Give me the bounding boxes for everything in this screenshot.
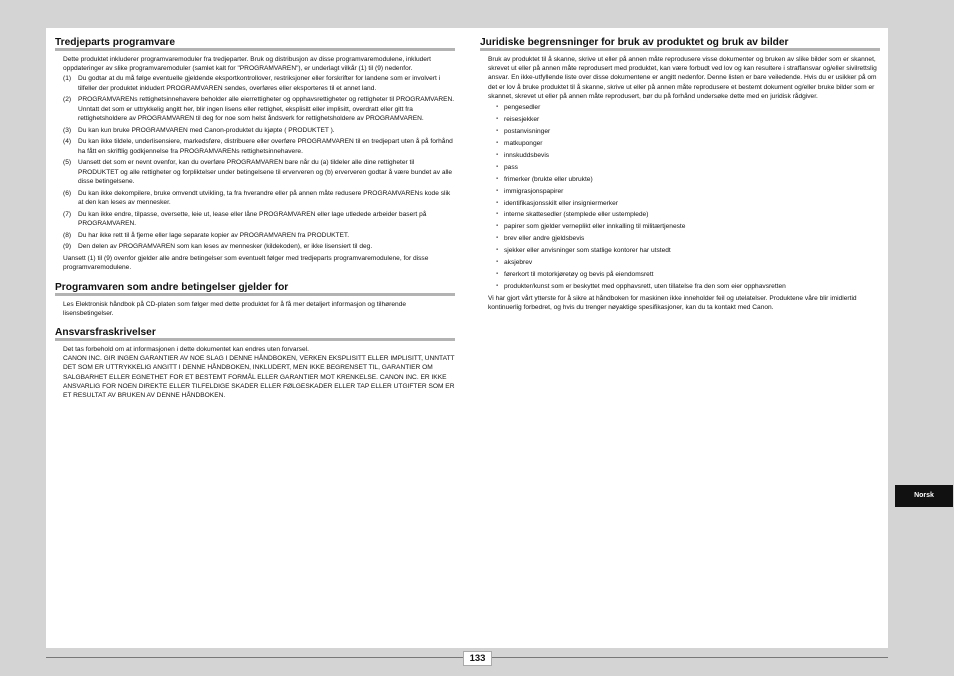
list-item bbox=[63, 242, 455, 251]
list-item bbox=[496, 246, 880, 255]
list-item bbox=[63, 95, 455, 123]
bullet-text: sjekker eller anvisninger som statlige kontorer har utstedt bbox=[504, 247, 671, 255]
section-heading-third-party-software: Tredjeparts programvare bbox=[55, 37, 455, 52]
list-item bbox=[63, 231, 455, 240]
list-item bbox=[496, 115, 880, 124]
item-number: (8) bbox=[63, 231, 72, 239]
third-party-outro: Uansett (1) til (9) ovenfor gjelder alle andre betingelser som eventuelt følger med tredjeparts programvaremodulene, for disse programvaremodulene. bbox=[63, 255, 429, 272]
list-item bbox=[63, 137, 455, 155]
bullet-text: identifikasjonsskilt eller insigniermerker bbox=[504, 199, 618, 207]
item-number: (6) bbox=[63, 189, 72, 197]
item-text: Du kan kun bruke PROGRAMVAREN med Canon-produktet du kjøpte ( PRODUKTET ). bbox=[78, 126, 335, 134]
item-text: Du kan ikke tildele, underlisensiere, markedsføre, distribuere eller overføre PROGRAMVAREN til en tredjepart uten å på forhånd ha fått en skriftlig godkjennelse fra PROGRAMVARENs rettighetsinnehavere. bbox=[78, 138, 453, 155]
item-number: (2) bbox=[63, 96, 72, 104]
bullet-icon: ▪ bbox=[496, 187, 499, 194]
list-item bbox=[63, 74, 455, 92]
item-text: PROGRAMVARENs rettighetsinnehavere beholder alle eierrettigheter og opphavsrettigheter og rettigheter til PROGRAMVAREN. Unntatt det som er uttrykkelig angitt her, blir ingen lisens eller rettighet, eksplisitt eller implisitt, overdratt eller gitt fra rettighetsholdere av PROGRAMVAREN til deg for noe som helst åndsverk for rettighetsholdere av PROGRAMVAREN. bbox=[78, 96, 455, 122]
bullet-icon: ▪ bbox=[496, 283, 499, 290]
bullet-icon: ▪ bbox=[496, 235, 499, 242]
bullet-text: innskuddsbevis bbox=[504, 151, 550, 159]
list-item bbox=[63, 158, 455, 186]
list-item bbox=[496, 175, 880, 184]
item-text: Uansett det som er nevnt ovenfor, kan du overføre PROGRAMVAREN bare når du (a) tildeler alle dine rettigheter til PRODUKTET og alle rettigheter og forpliktelser under betingelsene til erververen og (b) erververen godtar å være bundet av alle disse betingelsene. bbox=[78, 159, 453, 185]
list-item bbox=[496, 103, 880, 112]
list-item bbox=[63, 189, 455, 207]
item-number: (4) bbox=[63, 138, 72, 146]
item-text: Du kan ikke endre, tilpasse, oversette, leie ut, lease eller låne PROGRAMVAREN eller lage utledede arbeider basert på PROGRAMVAREN. bbox=[78, 210, 427, 227]
bullet-icon: ▪ bbox=[496, 247, 499, 254]
disclaimer-intro: Det tas forbehold om at informasjonen i dette dokumentet kan endres uten forvarsel. bbox=[63, 346, 309, 354]
section-heading-legal-limitations: Juridiske begrensninger for bruk av produktet og bruk av bilder bbox=[480, 37, 880, 52]
bullet-icon: ▪ bbox=[496, 104, 499, 111]
bullet-icon: ▪ bbox=[496, 175, 499, 182]
bullet-text: immigrasjonspapirer bbox=[504, 187, 564, 195]
bullet-text: papirer som gjelder verneplikt eller innkalling til militærtjeneste bbox=[504, 223, 686, 231]
item-text: Du har ikke rett til å fjerne eller lage separate kopier av PROGRAMVAREN fra PRODUKTET. bbox=[78, 231, 350, 239]
bullet-icon: ▪ bbox=[496, 223, 499, 230]
list-item bbox=[496, 234, 880, 243]
document-page bbox=[46, 28, 888, 648]
left-column bbox=[55, 37, 455, 400]
bullet-text: interne skattesedler (stemplede eller ustemplede) bbox=[504, 211, 649, 219]
list-item bbox=[496, 199, 880, 208]
section-spacer bbox=[55, 318, 455, 327]
bullet-icon: ▪ bbox=[496, 211, 499, 218]
bullet-text: aksjebrev bbox=[504, 259, 533, 267]
item-text: Du kan ikke dekompilere, bruke omvendt utvikling, ta fra hverandre eller på annen måte redusere PROGRAMVARENs kode slik at den kan leses av mennesker. bbox=[78, 189, 451, 206]
item-number: (3) bbox=[63, 126, 72, 134]
list-item bbox=[496, 163, 880, 172]
bullet-icon: ▪ bbox=[496, 271, 499, 278]
disclaimer-body: CANON INC. GIR INGEN GARANTIER AV NOE SLAG I DENNE HÅNDBOKEN, VERKEN EKSPLISITT ELLER IMPLISITT, UNNTATT DET SOM ER UTTRYKKELIG ANGITT I DENNE HÅNDBOKEN, INKLUDERT, MEN IKKE BEGRENSET TIL, GARANTIER OM SALGBARHET ELLER EGNETHET FOR ET BESTEMT FORMÅL ELLER GARANTIER MOT KRENKELSE. CANON INC. ER IKKE ANSVARLIG FOR NOEN DIREKTE ELLER TILFELDIGE SKADER ELLER FØLGESKADER ELLER TAP ELLER UTGIFTER SOM ER ET RESULTAT AV BRUKEN AV DENNE HÅNDBOKEN. bbox=[63, 355, 455, 400]
bullet-text: pass bbox=[504, 163, 518, 171]
bullet-icon: ▪ bbox=[496, 115, 499, 122]
other-terms-text: Les Elektronisk håndbok på CD-platen som følger med dette produktet for å få mer detaljert informasjon og tilhørende lisensbetingelser. bbox=[63, 300, 407, 317]
bullet-icon: ▪ bbox=[496, 163, 499, 170]
list-item bbox=[63, 126, 455, 135]
bullet-text: reisesjekker bbox=[504, 115, 540, 123]
list-item bbox=[496, 258, 880, 267]
section-heading-other-terms: Programvaren som andre betingelser gjelder for bbox=[55, 282, 455, 297]
bullet-text: pengesedler bbox=[504, 104, 541, 112]
section-spacer bbox=[55, 273, 455, 282]
item-number: (9) bbox=[63, 243, 72, 251]
list-item bbox=[63, 210, 455, 228]
list-item bbox=[496, 270, 880, 279]
bullet-icon: ▪ bbox=[496, 199, 499, 206]
third-party-terms-list bbox=[63, 74, 455, 251]
list-item bbox=[496, 222, 880, 231]
section-heading-disclaimers: Ansvarsfraskrivelser bbox=[55, 327, 455, 342]
bullet-icon: ▪ bbox=[496, 151, 499, 158]
item-number: (7) bbox=[63, 210, 72, 218]
list-item bbox=[496, 151, 880, 160]
bullet-text: produkter/kunst som er beskyttet med opphavsrett, uten tillatelse fra den som eier opphavsretten bbox=[504, 283, 786, 291]
list-item bbox=[496, 139, 880, 148]
restricted-documents-list bbox=[496, 103, 880, 291]
bullet-icon: ▪ bbox=[496, 259, 499, 266]
bullet-icon: ▪ bbox=[496, 139, 499, 146]
item-text: Den delen av PROGRAMVAREN som kan leses av mennesker (kildekoden), er ikke lisensiert til deg. bbox=[78, 243, 373, 251]
list-item bbox=[496, 282, 880, 291]
legal-limitations-intro: Bruk av produktet til å skanne, skrive ut eller på annen måte reprodusere visse dokumenter og bruken av slike bilder som er skannet, skrevet ut eller på annen måte reprodusert med produktet, kan være forbudt ved lov og kan resultere i straffansvar og/eller sivilrettslig ansvar. En ikke-utfyllende liste over disse dokumentene er angitt nedenfor. Denne listen er bare veiledende. Hvis du er usikker på om det er lov å bruke produktet til å skanne, skrive ut eller på annen måte reprodusere et bestemt dokument og/eller bruke bilder som er skannet, skrevet ut eller på annen måte reprodusert, bør du på forhånd undersøke dette med en juridisk rådgiver. bbox=[488, 56, 877, 100]
language-tab: Norsk bbox=[895, 485, 953, 507]
page-number: 133 bbox=[463, 651, 492, 666]
item-text: Du godtar at du må følge eventuelle gjeldende eksportkontrollover, restriksjoner eller forskrifter for landene som er involvert i tilfeller der produktet inkludert PROGRAMVAREN sendes, overføres eller eksporteres til et annet land. bbox=[78, 75, 441, 92]
bullet-text: matkuponger bbox=[504, 139, 543, 147]
item-number: (1) bbox=[63, 75, 72, 83]
bullet-text: førerkort til motorkjøretøy og bevis på eiendomsrett bbox=[504, 271, 654, 279]
bullet-text: postanvisninger bbox=[504, 127, 551, 135]
list-item bbox=[496, 187, 880, 196]
list-item bbox=[496, 127, 880, 136]
bullet-icon: ▪ bbox=[496, 127, 499, 134]
legal-limitations-outro: Vi har gjort vårt ytterste for å sikre at håndboken for maskinen ikke inneholder feil og utelatelser. Produktene våre blir imidlertid kontinuerlig forbedret, og hvis du trenger nøyaktige spesifikasjoner, kan du ta kontakt med Canon. bbox=[488, 295, 857, 312]
bullet-text: brev eller andre gjeldsbevis bbox=[504, 235, 585, 243]
list-item bbox=[496, 210, 880, 219]
third-party-intro: Dette produktet inkluderer programvaremoduler fra tredjeparter. Bruk og distribusjon av disse programvaremodulene, inkludert oppdateringer av slike programvaremoduler (samlet kalt for "PROGRAMVAREN"), er underlagt vilkår (1) til (9) nedenfor. bbox=[63, 56, 431, 73]
bullet-text: frimerker (brukte eller ubrukte) bbox=[504, 175, 593, 183]
item-number: (5) bbox=[63, 159, 72, 167]
right-column bbox=[480, 37, 880, 312]
